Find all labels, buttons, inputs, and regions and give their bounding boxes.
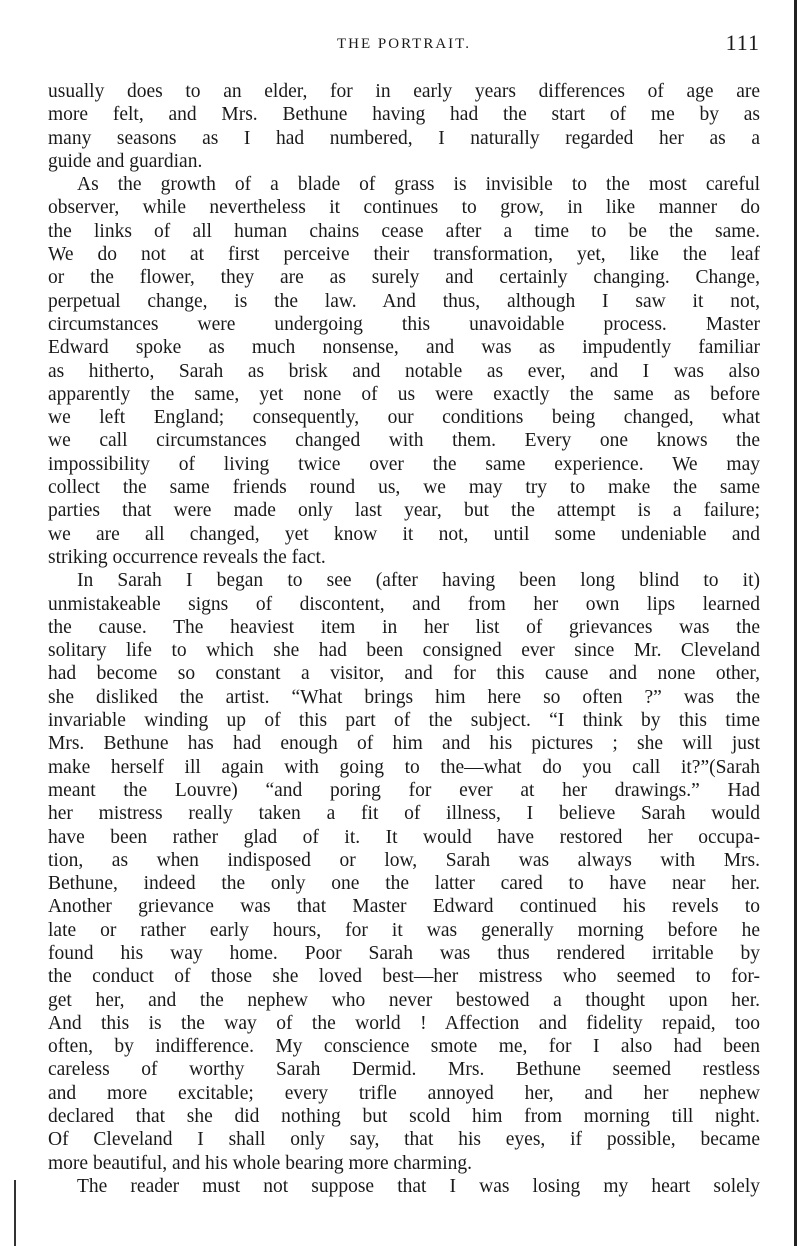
text-line: usually does to an elder, for in early years differences of age are — [48, 81, 760, 102]
text-line: circumstances were undergoing this unavoidable process. Master — [48, 313, 760, 335]
text-line: solitary life to which she had been consigned ever since Mr. Cleveland — [48, 640, 760, 662]
text-line: collect the same friends round us, we may try to make the same — [48, 477, 760, 499]
text-line: the links of all human chains cease after a time to be the same. — [48, 220, 760, 242]
page-edge-rule — [794, 0, 797, 1246]
paragraph-end-line: more beautiful, and his whole bearing more charming. — [48, 1152, 472, 1174]
text-line: her mistress really taken a fit of illness, I believe Sarah would — [48, 803, 760, 825]
paragraph-first-line: In Sarah I began to see (after having been long blind to it) — [77, 570, 760, 592]
text-line: and more excitable; every trifle annoyed her, and her nephew — [48, 1082, 760, 1104]
text-line: Bethune, indeed the only one the latter cared to have near her. — [48, 873, 760, 895]
text-line: the cause. The heaviest item in her list of grievances was the — [48, 616, 760, 638]
text-line: parties that were made only last year, but the attempt is a failure; — [48, 500, 760, 522]
text-line: impossibility of living twice over the same experience. We may — [48, 453, 760, 475]
text-line: apparently the same, yet none of us were exactly the same as before — [48, 383, 760, 405]
text-line: Another grievance was that Master Edward continued his revels to — [48, 896, 760, 918]
text-line: have been rather glad of it. It would have restored her occupa- — [48, 826, 760, 848]
text-line: make herself ill again with going to the—what do you call it?”(Sarah — [48, 756, 760, 778]
text-line: we are all changed, yet know it not, until some undeniable and — [48, 523, 760, 545]
text-line: perpetual change, is the law. And thus, although I saw it not, — [48, 290, 760, 312]
text-line: We do not at first perceive their transformation, yet, like the leaf — [48, 244, 760, 266]
text-line: or the flower, they are as surely and certainly changing. Change, — [48, 267, 760, 289]
text-line: get her, and the nephew who never bestowed a thought upon her. — [48, 989, 760, 1011]
text-line: And this is the way of the world ! Affection and fidelity repaid, too — [48, 1012, 760, 1034]
paragraph-first-line: As the growth of a blade of grass is invisible to the most careful — [77, 174, 760, 196]
text-line: as hitherto, Sarah as brisk and notable as ever, and I was also — [48, 360, 760, 382]
paragraph-end-line: guide and guardian. — [48, 150, 203, 172]
text-line: declared that she did nothing but scold him from morning till night. — [48, 1106, 760, 1128]
text-line: had become so constant a visitor, and for this cause and none other, — [48, 663, 760, 685]
text-line: found his way home. Poor Sarah was thus rendered irritable by — [48, 942, 760, 964]
text-line: we call circumstances changed with them. Every one knows the — [48, 430, 760, 452]
text-line: careless of worthy Sarah Dermid. Mrs. Bethune seemed restless — [48, 1059, 760, 1081]
text-line: the conduct of those she loved best—her mistress who seemed to for- — [48, 966, 760, 988]
page-number: 111 — [725, 30, 760, 55]
text-line: we left England; consequently, our conditions being changed, what — [48, 407, 760, 429]
margin-rule — [14, 1180, 16, 1246]
text-line: often, by indifference. My conscience smote me, for I also had been — [48, 1036, 760, 1058]
text-line: invariable winding up of this part of the subject. “I think by this time — [48, 710, 760, 732]
text-line: tion, as when indisposed or low, Sarah was always with Mrs. — [48, 849, 760, 871]
page-header — [48, 30, 760, 58]
text-line: many seasons as I had numbered, I naturally regarded her as a — [48, 127, 760, 149]
running-head: THE PORTRAIT. — [337, 36, 471, 52]
paragraph-first-line: The reader must not suppose that I was losing my heart solely — [77, 1175, 760, 1197]
text-line: she disliked the artist. “What brings him here so often ?” was the — [48, 686, 760, 708]
text-line: Edward spoke as much nonsense, and was as impudently familiar — [48, 337, 760, 359]
text-line: meant the Louvre) “and poring for ever at her drawings.” Had — [48, 779, 760, 801]
text-line: observer, while nevertheless it continues to grow, in like manner do — [48, 197, 760, 219]
text-line: late or rather early hours, for it was generally morning before he — [48, 919, 760, 941]
paragraph-end-line: striking occurrence reveals the fact. — [48, 546, 326, 568]
body-text — [48, 80, 760, 1198]
text-line: unmistakeable signs of discontent, and from her own lips learned — [48, 593, 760, 615]
text-line: Of Cleveland I shall only say, that his eyes, if possible, became — [48, 1129, 760, 1151]
text-line: more felt, and Mrs. Bethune having had the start of me by as — [48, 104, 760, 126]
text-line: Mrs. Bethune has had enough of him and his pictures ; she will just — [48, 733, 760, 755]
